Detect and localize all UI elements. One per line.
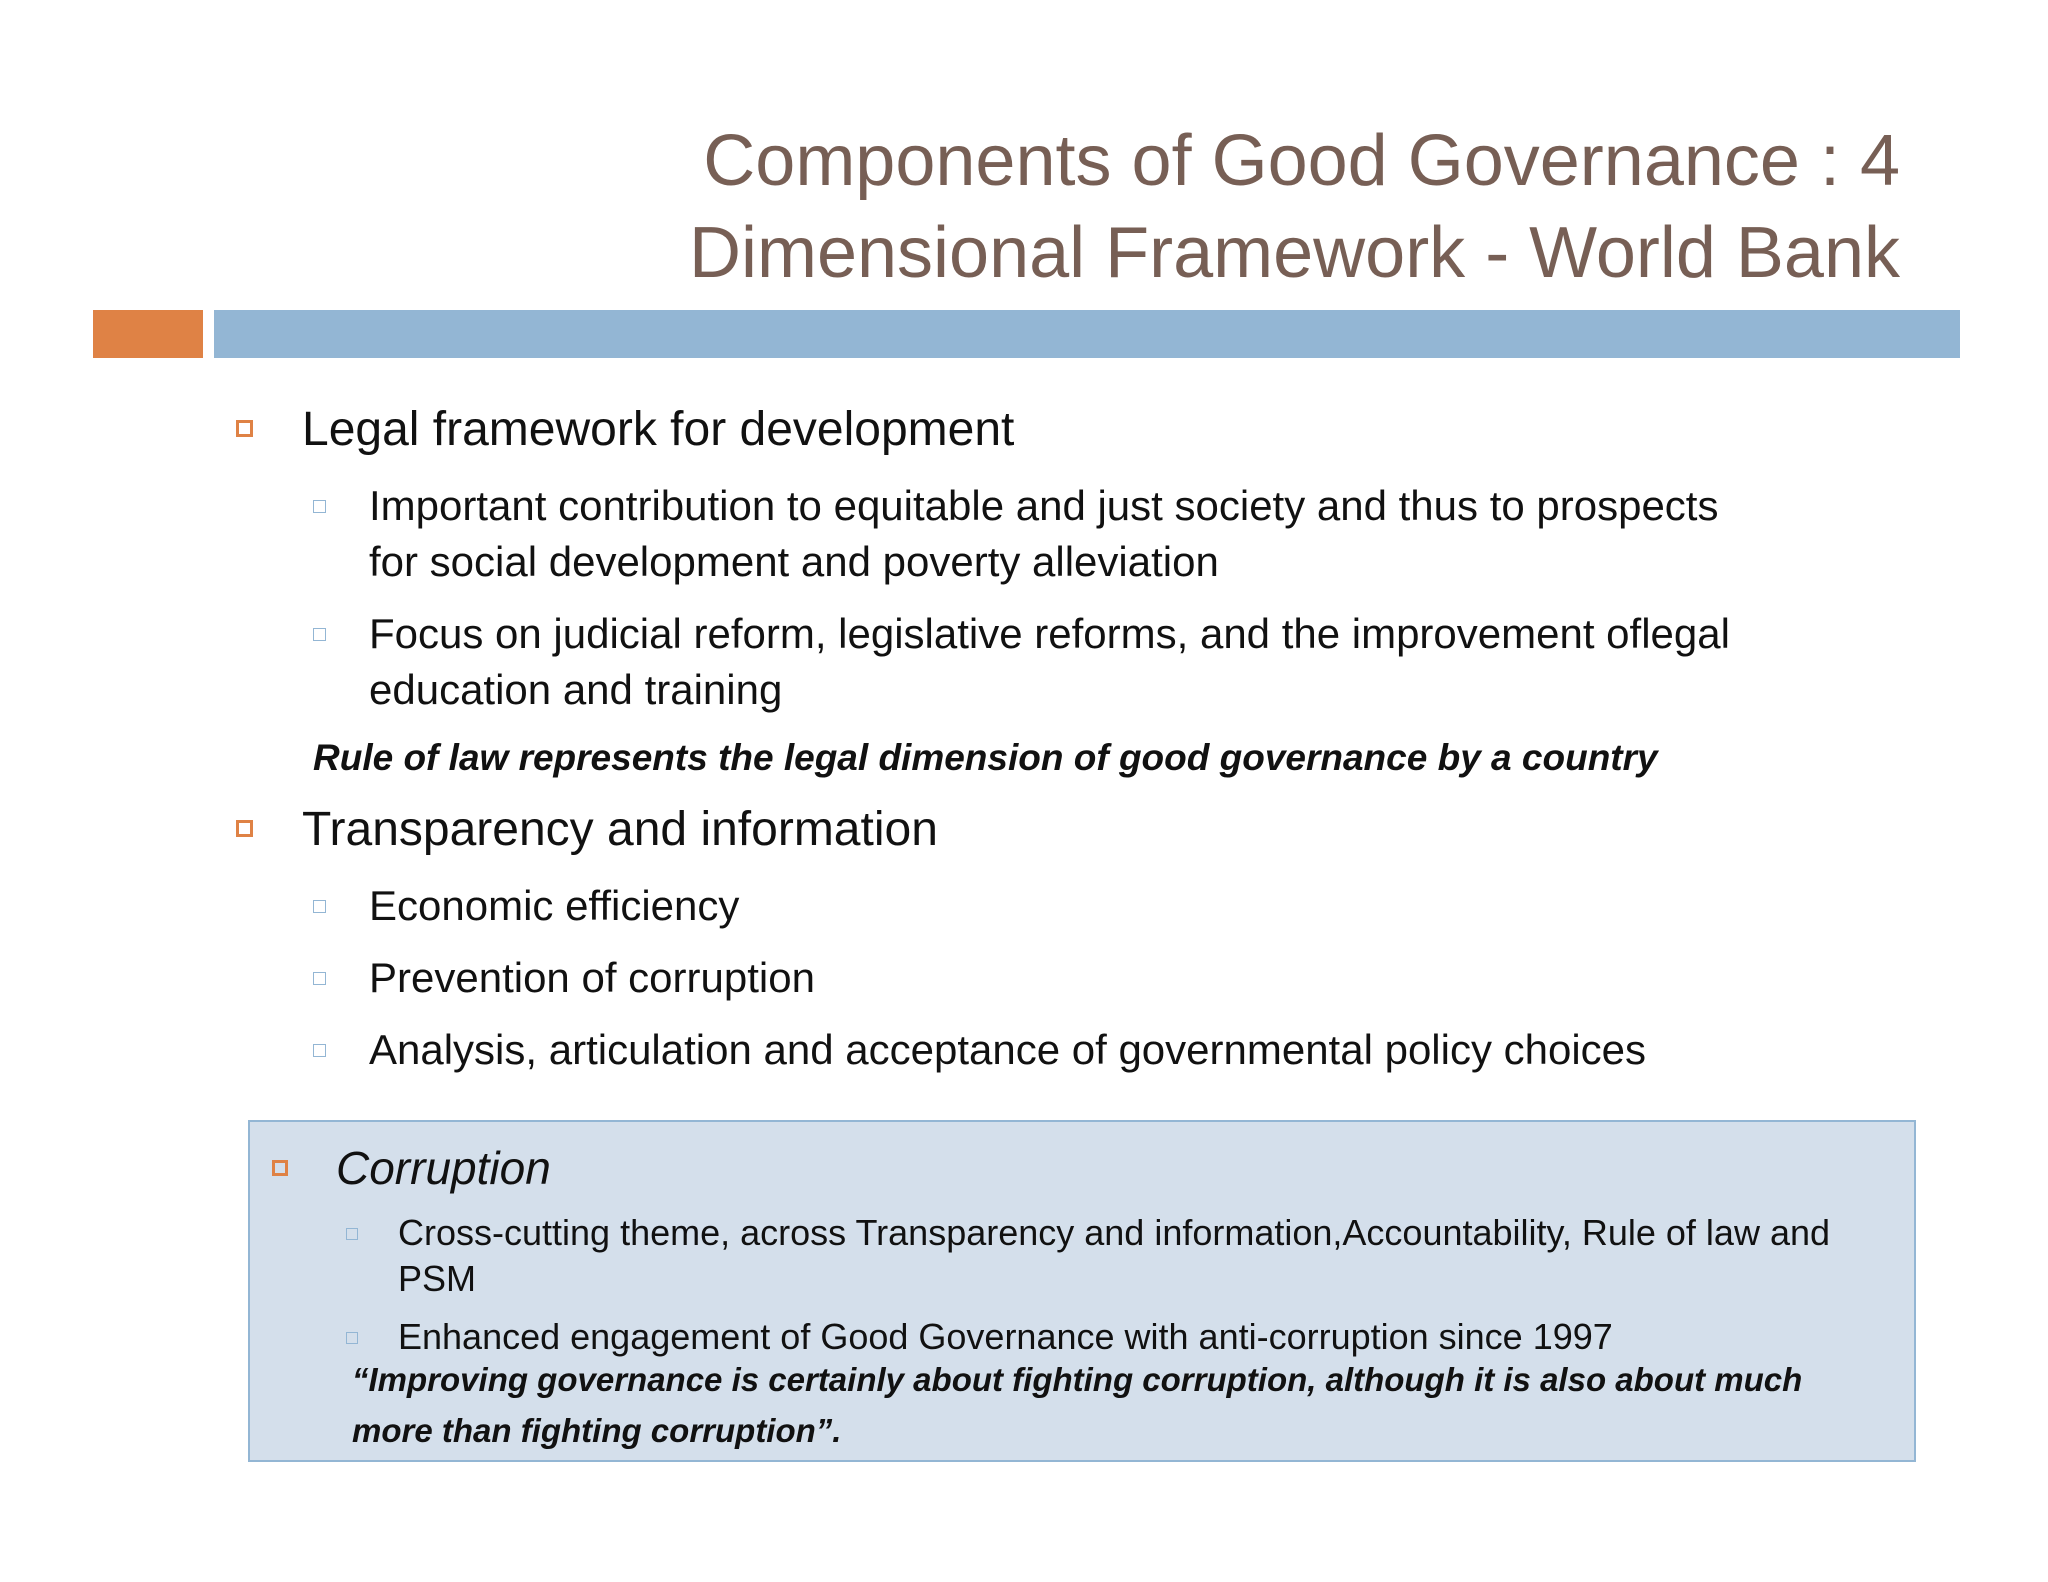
corruption-callout-box (248, 1120, 1916, 1462)
sub-bullet-prevention-corruption (313, 950, 1763, 1006)
square-bullet-icon (313, 900, 326, 913)
sub-bullet-economic-efficiency (313, 878, 1763, 934)
callout-sub-bullet-text: Cross-cutting theme, across Transparency and information,Accountability, Rule of law and PSM (398, 1212, 1831, 1299)
square-bullet-icon (272, 1160, 288, 1176)
bullet-text: Legal framework for development (302, 403, 1015, 456)
sub-bullet-policy-choices (313, 1022, 1763, 1078)
bullet-legal-framework (236, 402, 1014, 458)
rule-of-law-note: Rule of law represents the legal dimension of good governance by a country (313, 737, 1658, 778)
square-bullet-icon (313, 628, 326, 641)
slide-title: Components of Good Governance : 4 Dimensional Framework - World Bank (688, 121, 1900, 293)
bullet-transparency (236, 802, 938, 858)
square-bullet-icon (346, 1332, 358, 1344)
callout-heading: Corruption (336, 1142, 551, 1194)
callout-sub-bullet-cross-cutting (346, 1210, 1886, 1302)
square-bullet-icon (236, 420, 253, 437)
square-bullet-icon (346, 1228, 358, 1240)
sub-bullet-judicial-reform (313, 606, 1763, 718)
square-bullet-icon (313, 500, 326, 513)
square-bullet-icon (313, 1044, 326, 1057)
sub-bullet-text: Prevention of corruption (369, 954, 815, 1001)
square-bullet-icon (236, 820, 253, 837)
bullet-text: Transparency and information (302, 803, 938, 856)
sub-bullet-text: Analysis, articulation and acceptance of governmental policy choices (369, 1026, 1647, 1073)
callout-quote: “Improving governance is certainly about fighting corruption, although it is also about much more than fighting corruption”. (352, 1361, 1803, 1449)
square-bullet-icon (313, 972, 326, 985)
accent-bar-blue (214, 310, 1960, 358)
accent-bar-orange (93, 310, 203, 358)
sub-bullet-text: Economic efficiency (369, 882, 740, 929)
sub-bullet-text: Important contribution to equitable and just society and thus to prospects for social development and poverty alleviation (369, 482, 1719, 585)
sub-bullet-contribution (313, 478, 1763, 590)
sub-bullet-text: Focus on judicial reform, legislative reforms, and the improvement oflegal education and training (369, 610, 1730, 713)
callout-bullet-corruption (272, 1140, 551, 1196)
callout-sub-bullet-text: Enhanced engagement of Good Governance with anti-corruption since 1997 (398, 1316, 1613, 1357)
